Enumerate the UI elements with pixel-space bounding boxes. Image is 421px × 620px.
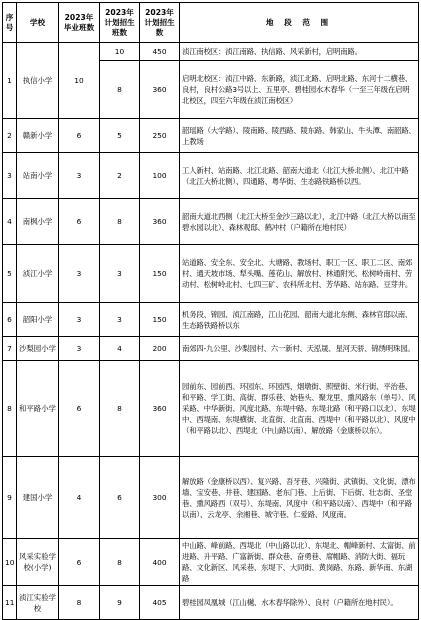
row-school: 南枫小学 (17, 199, 59, 245)
row-plan-classes: 6 (100, 457, 140, 539)
row-school: 站南小学 (17, 153, 59, 199)
row-idx: 6 (3, 303, 17, 337)
table-row (3, 337, 419, 361)
row-grad-classes: 8 (59, 586, 100, 620)
row-school: 和平路小学 (17, 361, 59, 457)
row-plan-students: 360 (140, 61, 180, 119)
row-plan-students: 450 (140, 43, 180, 61)
table-row (3, 303, 419, 337)
row-area: 韶瑶路（大学路）、陵南路、陵西路、陵东路、韩家山、牛头潭、南韶路、上教场 (180, 119, 419, 153)
header-grad-classes: 2023年毕业班数 (59, 3, 100, 43)
row-grad-classes: 6 (59, 199, 100, 245)
row-area: 浈江南校区：浈江南路、执信路、风采新村，启明南路。 (180, 43, 419, 61)
row-area: 园前东、园前西、环园东、环园西、烟墩街、照壁街、米行街、平治巷、和平路、学工街、高街、群乐巷、始巷头、聚龙里、熏风路东（单号）、风采路、中华新街、风度北路、东堤中路、东堤北路（和平路口以北）、东堤中、西堤南、东堤横街、北直街、北直南、西堤中（和平路以北）、风度中（和平路以北）、西堤北（中山路以南）、解放路（金康桥以东）。 (180, 361, 419, 457)
row-plan-classes: 10 (100, 43, 140, 61)
row-plan-classes: 8 (100, 61, 140, 119)
table-row (3, 539, 419, 586)
row-plan-classes: 8 (100, 361, 140, 457)
row-idx: 11 (3, 586, 17, 620)
row-plan-students: 100 (140, 153, 180, 199)
row-idx: 7 (3, 337, 17, 361)
header-school: 学校 (17, 3, 59, 43)
row-area: 站道路、安全东、安全北、大塘路、教场村、职工一区、职工二区、南郊村、通天坡市场、犁头嘴、莲花山、解放村、林通附光、松树岭南村、劳动村、松树岭北村、七四三矿、农科所北村、芳华路、站东路、豆芽井。 (180, 245, 419, 303)
row-idx: 2 (3, 119, 17, 153)
row-area: 韶南大道北西侧（北江大桥至金沙三路以北），北江中路（北江大桥以南至碧水园以北）、森林观邸、鹤冲村（户籍所在地村民） (180, 199, 419, 245)
row-plan-classes: 4 (100, 337, 140, 361)
table-row (3, 361, 419, 457)
row-grad-classes: 6 (59, 119, 100, 153)
row-idx: 9 (3, 457, 17, 539)
row-idx: 10 (3, 539, 17, 586)
header-area: 地 段 范 围 (180, 3, 419, 43)
row-plan-students: 300 (140, 457, 180, 539)
row-grad-classes: 10 (59, 43, 100, 119)
row-idx: 3 (3, 153, 17, 199)
row-area: 机务段、锦园、浈江南路，江山花园、韶南大道北东侧、森林官邸以南、生态路铁路桥以东 (180, 303, 419, 337)
row-school: 建国小学 (17, 457, 59, 539)
row-plan-classes: 9 (100, 586, 140, 620)
row-plan-students: 150 (140, 245, 180, 303)
row-plan-students: 405 (140, 586, 180, 620)
row-area: 南郊四-九公里、沙梨园村、六一新村、天泓晟、星河天骄、锦绣明珠园。 (180, 337, 419, 361)
row-grad-classes: 6 (59, 539, 100, 586)
header-plan-classes: 2023年计划招生班数 (100, 3, 140, 43)
table-row (3, 457, 419, 539)
row-plan-classes: 8 (100, 539, 140, 586)
row-plan-students: 360 (140, 199, 180, 245)
row-plan-students: 360 (140, 361, 180, 457)
header-plan-students: 2023年计划招生数 (140, 3, 180, 43)
row-grad-classes: 3 (59, 245, 100, 303)
header-row (3, 3, 419, 43)
row-area: 中山路、峰前路、西堤北（中山路以北）、东堤北、帽峰新村、太富街、前进路、升平路、广富新街、群众巷、奋勇巷、席帽路、消防大街、福玩路、文化新区、风采巷、东堤下、大同街、黄岗路、东路、新华南、东湖路 (180, 539, 419, 586)
table-row (3, 43, 419, 61)
row-school: 赣新小学 (17, 119, 59, 153)
row-school: 浈江小学 (17, 245, 59, 303)
row-grad-classes: 4 (59, 457, 100, 539)
table-row (3, 153, 419, 199)
row-school: 沙梨园小学 (17, 337, 59, 361)
row-area: 工人新村、站南路、北江北路、韶南大道北（北江大桥北侧）、北江中路（北江大桥北侧）、四通路、粤华街、生态路铁路桥以西。 (180, 153, 419, 199)
table-row (3, 199, 419, 245)
row-plan-students: 400 (140, 539, 180, 586)
row-plan-classes: 8 (100, 199, 140, 245)
row-grad-classes: 6 (59, 361, 100, 457)
row-plan-classes: 3 (100, 303, 140, 337)
row-plan-classes: 3 (100, 245, 140, 303)
header-idx: 序号 (3, 3, 17, 43)
row-grad-classes: 3 (59, 153, 100, 199)
table-row (3, 119, 419, 153)
row-plan-classes: 2 (100, 153, 140, 199)
row-idx: 8 (3, 361, 17, 457)
row-area: 解放路（金康桥以西）、复兴路、吾牙巷、兴隆街、武镇街、文化街、漂布墙、宝安巷、井巷、建国路、老东门巷、上后街、下后街、壮志街、圣堂巷、熏风路西（双号）、东堤南、风度中（和平路以南）、西堤中（和平路以南）、云龙亭、余湘巷、城守巷、仁爱路、风度南。 (180, 457, 419, 539)
row-school: 浈江实验学校 (17, 586, 59, 620)
row-area: 碧桂园凤凰城（江山樾、水木春华除外）、良村（户籍所在地村民）。 (180, 586, 419, 620)
row-plan-classes: 5 (100, 119, 140, 153)
row-grad-classes: 3 (59, 303, 100, 337)
row-school: 韶阳小学 (17, 303, 59, 337)
row-school: 风采实验学校(小学) (17, 539, 59, 586)
row-plan-students: 200 (140, 337, 180, 361)
row-idx: 5 (3, 245, 17, 303)
table-row (3, 245, 419, 303)
row-plan-students: 150 (140, 303, 180, 337)
row-area: 启明北校区：浈江中路、东新路，浈江北路、启明北路、东河十二横巷、良村，良村公路3号以上、五里亭、碧桂园水木春华（一至三年级在启明北校区，四至六年级在浈江南校区） (180, 61, 419, 119)
table-row (3, 586, 419, 620)
row-idx: 4 (3, 199, 17, 245)
row-plan-students: 250 (140, 119, 180, 153)
row-school: 执信小学 (17, 43, 59, 119)
enrollment-zone-table (2, 2, 419, 620)
row-grad-classes: 3 (59, 337, 100, 361)
row-idx: 1 (3, 43, 17, 119)
